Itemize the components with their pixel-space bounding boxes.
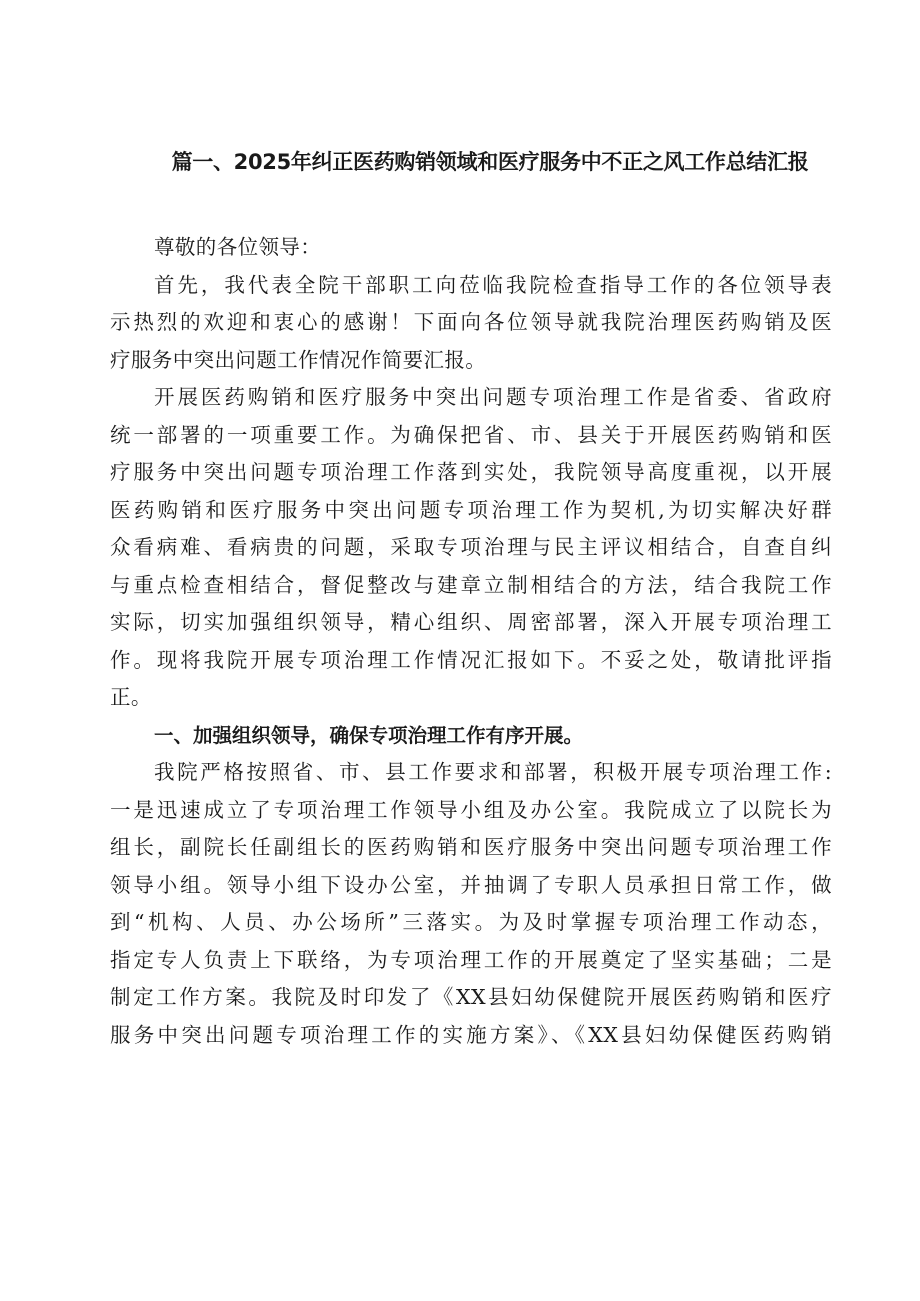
paragraph-line: 一是迅速成立了专项治理工作领导小组及办公室。我院成立了以院长为 (110, 797, 832, 822)
paragraph-line: 开展医药购销和医疗服务中突出问题专项治理工作是省委、省政府 (154, 385, 832, 409)
document-body (110, 229, 832, 1054)
paragraph-line: 统一部署的一项重要工作。为确保把省、市、县关于开展医药购销和医 (110, 422, 832, 447)
paragraph-line: 疗服务中突出问题专项治理工作落到实处，我院领导高度重视，以开展 (110, 460, 832, 484)
paragraph-line: 正。 (110, 685, 152, 709)
paragraph-line: 我院严格按照省、市、县工作要求和部署，积极开展专项治理工作: (154, 760, 832, 784)
paragraph-line: 实际，切实加强组织领导，精心组织、周密部署，深入开展专项治理工 (110, 610, 832, 634)
paragraph-line: 到“机构、人员、办公场所”三落实。为及时掌握专项治理工作动态， (110, 910, 832, 934)
paragraph-line: 作。现将我院开展专项治理工作情况汇报如下。不妥之处，敬请批评指 (110, 647, 832, 672)
paragraph-line: 服务中突出问题专项治理工作的实施方案》、《XX县妇幼保健医药购销 (110, 1022, 832, 1047)
paragraph-line: 尊敬的各位领导： (154, 235, 322, 259)
paragraph-line: 众看病难、看病贵的问题，采取专项治理与民主评议相结合，自查自纠 (110, 535, 832, 559)
paragraph-line: 示热烈的欢迎和衷心的感谢！下面向各位领导就我院治理医药购销及医 (110, 310, 832, 334)
paragraph-line: 领导小组。领导小组下设办公室，并抽调了专职人员承担日常工作，做 (110, 872, 832, 897)
paragraph-line: 疗服务中突出问题工作情况作简要汇报。 (110, 347, 487, 372)
paragraph-line: 指定专人负责上下联络，为专项治理工作的开展奠定了坚实基础；二是 (110, 947, 832, 972)
paragraph-line: 组长，副院长任副组长的医药购销和医疗服务中突出问题专项治理工作 (110, 835, 832, 859)
paragraph-line: 制定工作方案。我院及时印发了《XX县妇幼保健院开展医药购销和医疗 (110, 985, 832, 1009)
paragraph-line: 医药购销和医疗服务中突出问题专项治理工作为契机,为切实解决好群 (110, 497, 832, 522)
document-title: 篇一、2025年纠正医药购销领域和医疗服务中不正之风工作总结汇报 (171, 150, 809, 174)
paragraph-line: 首先，我代表全院干部职工向莅临我院检查指导工作的各位领导表 (154, 272, 832, 297)
paragraph-line: 与重点检查相结合，督促整改与建章立制相结合的方法，结合我院工作 (110, 572, 832, 597)
section-heading: 一、加强组织领导，确保专项治理工作有序开展。 (154, 723, 584, 747)
